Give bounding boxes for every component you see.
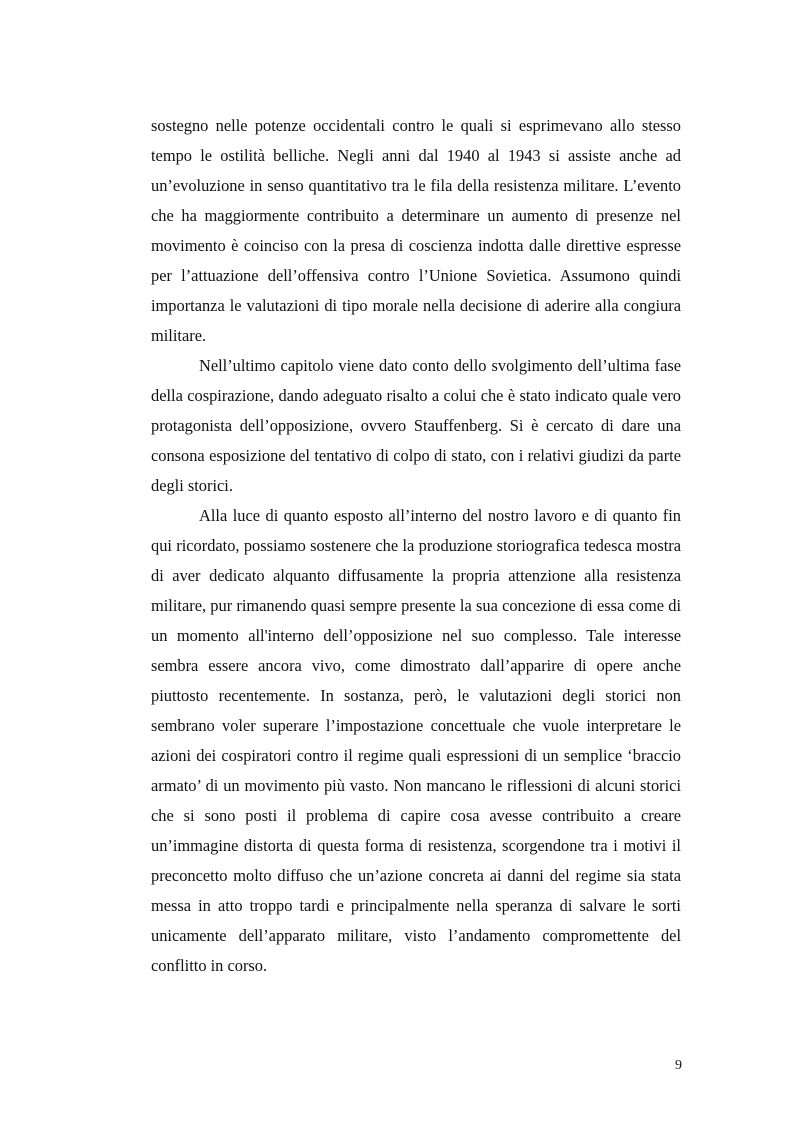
paragraph-2: Nell’ultimo capitolo viene dato conto dello svolgimento dell’ultima fase della cospirazione, dando adeguato risalto a colui che è stato indicato quale vero protagonista dell’opposizione, ovvero Stauffenberg. Si è cercato di dare una consona esposizione del tentativo di colpo di stato, con i relativi giudizi da parte degli storici.	[151, 356, 681, 495]
body-text	[151, 111, 681, 981]
paragraph-3: Alla luce di quanto esposto all’interno del nostro lavoro e di quanto fin qui ricordato, possiamo sostenere che la produzione storiografica tedesca mostra di aver dedicato alquanto diffusamente la propria attenzione alla resistenza militare, pur rimanendo quasi sempre presente la sua concezione di essa come di un momento all'interno dell’opposizione nel suo complesso. Tale interesse sembra essere ancora vivo, come dimostrato dall’apparire di opere anche piuttosto recentemente. In sostanza, però, le valutazioni degli storici non sembrano voler superare l’impostazione concettuale che vuole interpretare le azioni dei cospiratori contro il regime quali espressioni di un semplice ‘braccio armato’ di un movimento più vasto. Non mancano le riflessioni di alcuni storici che si sono posti il problema di capire cosa avesse contribuito a creare un’immagine distorta di questa forma di resistenza, scorgendone tra i motivi il preconcetto molto diffuso che un’azione concreta ai danni del regime sia stata messa in atto troppo tardi e principalmente nella speranza di salvare le sorti unicamente dell’apparato militare, visto l’andamento compromettente del conflitto in corso.	[151, 506, 681, 975]
page-number: 9	[675, 1058, 682, 1073]
paragraph-1: sostegno nelle potenze occidentali contro le quali si esprimevano allo stesso tempo le ostilità belliche. Negli anni dal 1940 al 1943 si assiste anche ad un’evoluzione in senso quantitativo tra le fila della resistenza militare. L’evento che ha maggiormente contribuito a determinare un aumento di presenze nel movimento è coinciso con la presa di coscienza indotta dalle direttive espresse per l’attuazione dell’offensiva contro l’Unione Sovietica. Assumono quindi importanza le valutazioni di tipo morale nella decisione di aderire alla congiura militare.	[151, 116, 681, 345]
